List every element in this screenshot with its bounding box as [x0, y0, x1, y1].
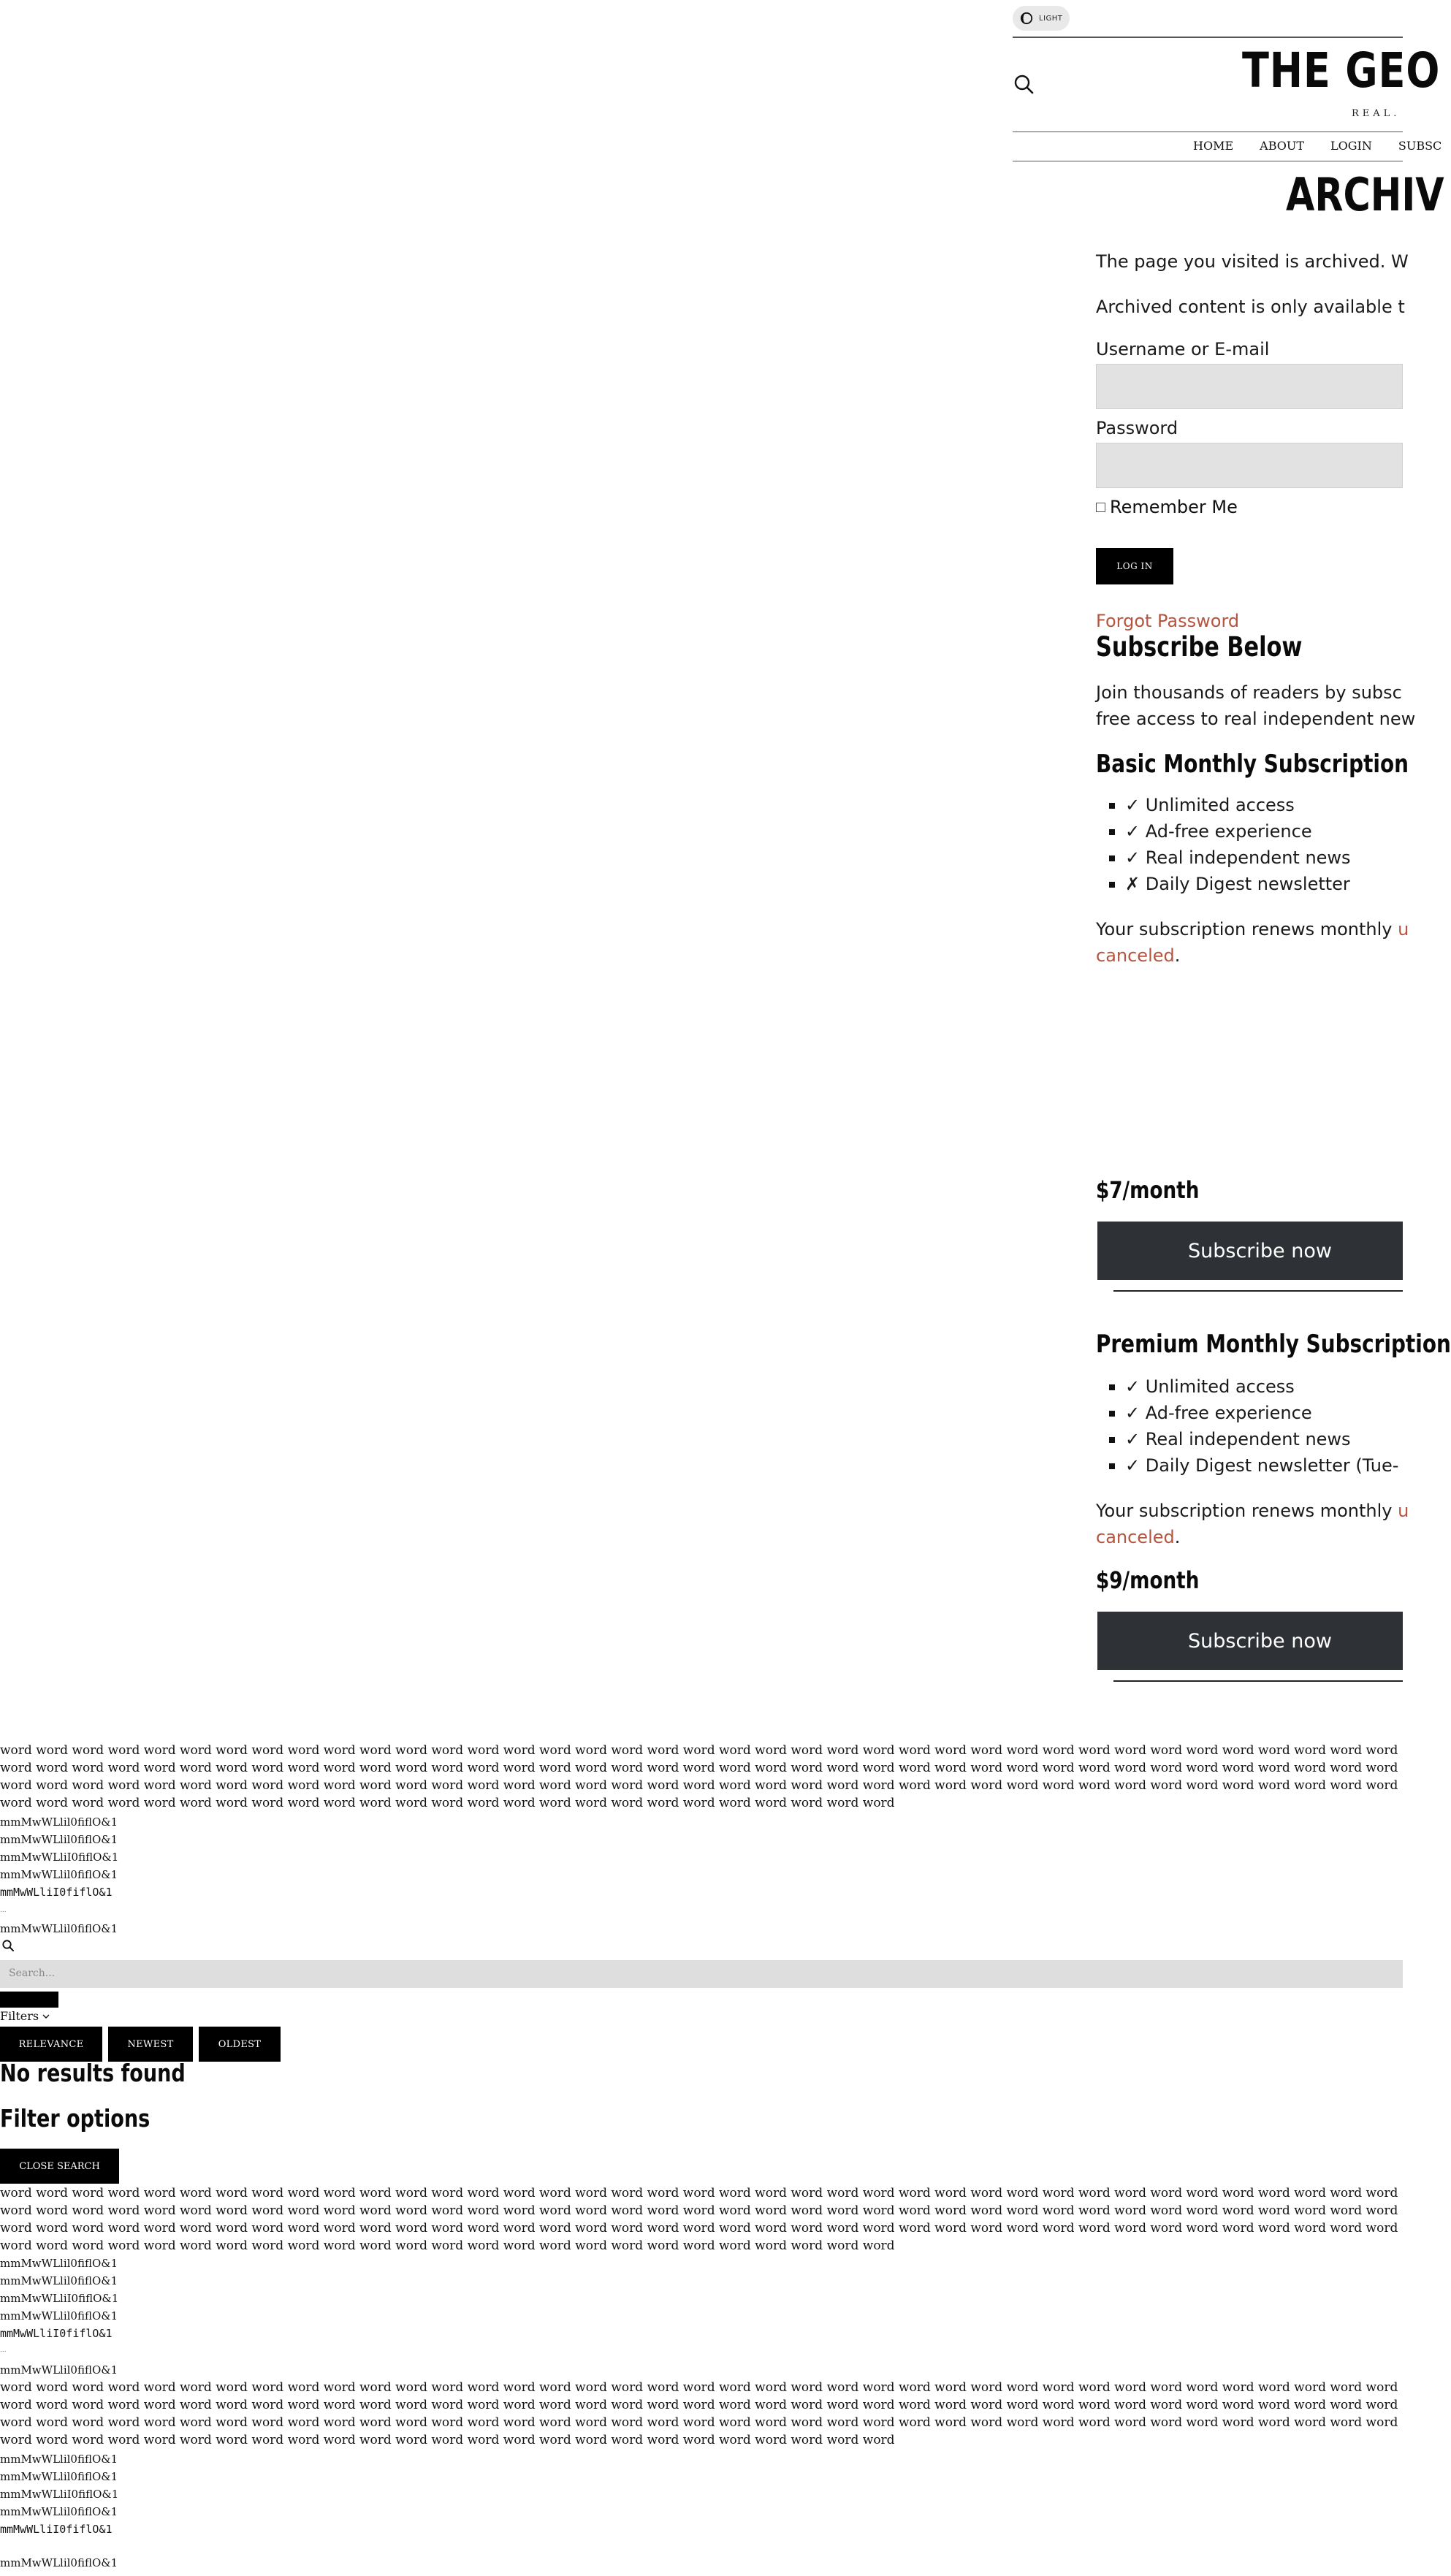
glyph-sample: mmMwWLlil0fiflO&1: [0, 2274, 118, 2287]
remember-me-label: Remember Me: [1110, 497, 1238, 517]
renewal-link[interactable]: u: [1398, 919, 1409, 940]
nav-item-subscribe[interactable]: SUBSC: [1398, 139, 1442, 153]
moon-icon: [1020, 12, 1033, 25]
glyph-sample: mmMwWLliI0fiflO&1: [0, 2292, 119, 2305]
plan-premium-renewal-2: [1096, 1524, 1180, 1550]
glyph-sample: mmMwWLlil0fiflO&1: [0, 2470, 118, 2483]
theme-toggle-label: LIGHT: [1039, 14, 1063, 23]
glyph-sample-mono: mmMwWLliI0fiflO&1: [0, 2327, 113, 2340]
sort-oldest-button[interactable]: OLDEST: [199, 2027, 281, 2062]
glyph-sample: mmMwWLlil0fiflO&1: [0, 2505, 118, 2518]
filler-text-block-3: word word word word word word word word word word word word word word word word word word word word word word word word word word word word word word word word word word word word word word word word word word word word word word word word word word word word word word word word word word word word word word word word word word word word word word word word word word word word word word word word word word word word word word word word word word word word word word word word word word word word word word word word word word word word word word word word word word word word word word word word word word word word word word word word word word word word word word word word word word word word word word: [0, 2380, 1398, 2447]
plan-premium-features: [1125, 1373, 1398, 1479]
renewal-text: Your subscription renews monthly: [1096, 1501, 1398, 1521]
remember-me-checkbox[interactable]: [1096, 503, 1105, 512]
filter-options-heading: Filter options: [0, 2104, 151, 2133]
feature-item: ✓ Real independent news: [1125, 1426, 1398, 1452]
glyph-sample: mmMwWLlil0fiflO&1: [0, 1868, 118, 1881]
glyph-sample-mono: mmMwWLliI0fiflO&1: [0, 1886, 113, 1899]
main-nav: [1193, 139, 1442, 153]
search-icon[interactable]: [1013, 73, 1035, 95]
plan-basic-title: Basic Monthly Subscription: [1096, 750, 1409, 779]
subscribe-basic-button[interactable]: Subscribe now: [1097, 1222, 1403, 1280]
glyph-sample: mmMwWLlil0fiflO&1: [0, 2453, 118, 2466]
sort-newest-button[interactable]: NEWEST: [108, 2027, 193, 2062]
renewal-text: Your subscription renews monthly: [1096, 919, 1398, 940]
search-submit-button[interactable]: [0, 1992, 58, 2008]
glyph-sample: mmMwWLliI0fiflO&1: [0, 2488, 119, 2501]
header-divider-top: [1013, 37, 1403, 38]
renewal-link[interactable]: u: [1398, 1501, 1409, 1521]
feature-item: ✗ Daily Digest newsletter: [1125, 871, 1351, 897]
archive-notice-2: Archived content is only available t: [1096, 297, 1405, 317]
plan-basic-renewal-2: [1096, 942, 1180, 969]
plan-premium-title: Premium Monthly Subscription: [1096, 1330, 1451, 1359]
filler-text-block-1: word word word word word word word word word word word word word word word word word word word word word word word word word word word word word word word word word word word word word word word word word word word word word word word word word word word word word word word word word word word word word word word word word word word word word word word word word word word word word word word word word word word word word word word word word word word word word word word word word word word word word word word word word word word word word word word word word word word word word word word word word word word word word word word word word word word word word word word word word word word word word word: [0, 1743, 1398, 1810]
filler-text-block-2: word word word word word word word word word word word word word word word word word word word word word word word word word word word word word word word word word word word word word word word word word word word word word word word word word word word word word word word word word word word word word word word word word word word word word word word word word word word word word word word word word word word word word word word word word word word word word word word word word word word word word word word word word word word word word word word word word word word word word word word word word word word word word word word word word word word word word word word word word word word word word word: [0, 2186, 1398, 2253]
ellipsis: ...: [0, 2347, 7, 2354]
username-field[interactable]: [1096, 364, 1403, 409]
search-input[interactable]: Search...: [0, 1960, 1403, 1988]
archive-notice-1: The page you visited is archived. W: [1096, 251, 1409, 272]
renewal-end: .: [1174, 945, 1181, 966]
page-title: ARCHIV: [1286, 168, 1444, 221]
glyph-sample: mmMwWLlil0fiflO&1: [0, 1815, 118, 1829]
username-label: Username or E-mail: [1096, 339, 1270, 359]
canceled-link[interactable]: canceled: [1096, 1527, 1175, 1547]
password-label: Password: [1096, 418, 1178, 438]
nav-item-login[interactable]: LOGIN: [1330, 139, 1372, 153]
feature-item: ✓ Ad-free experience: [1125, 818, 1351, 845]
feature-item: ✓ Unlimited access: [1125, 1373, 1398, 1400]
ellipsis: ...: [0, 1907, 7, 1914]
sort-relevance-button[interactable]: RELEVANCE: [0, 2027, 102, 2062]
nav-item-about[interactable]: ABOUT: [1260, 139, 1305, 153]
nav-item-home[interactable]: HOME: [1193, 139, 1234, 153]
renewal-end: .: [1174, 1527, 1181, 1547]
filters-toggle[interactable]: [0, 2009, 50, 2023]
plan-premium-renewal: [1096, 1498, 1409, 1524]
filters-label: Filters: [0, 2009, 39, 2023]
plan-basic-price: $7/month: [1096, 1176, 1200, 1204]
subscribe-premium-button[interactable]: Subscribe now: [1097, 1612, 1403, 1670]
login-button[interactable]: LOG IN: [1096, 548, 1173, 584]
subscribe-intro-2: free access to real independent new: [1096, 709, 1416, 729]
plan-premium-price: $9/month: [1096, 1566, 1200, 1594]
subscribe-intro-1: Join thousands of readers by subsc: [1096, 682, 1402, 703]
site-title[interactable]: THE GEO: [1242, 42, 1441, 99]
plan-basic-divider: [1113, 1290, 1403, 1292]
plan-premium-divider: [1113, 1680, 1403, 1682]
chevron-down-icon: [42, 2013, 50, 2020]
glyph-sample: mmMwWLlil0fiflO&1: [0, 1922, 118, 1935]
glyph-sample: mmMwWLlil0fiflO&1: [0, 2257, 118, 2270]
feature-item: ✓ Ad-free experience: [1125, 1400, 1398, 1426]
password-field[interactable]: [1096, 443, 1403, 488]
no-results-heading: No results found: [0, 2059, 186, 2087]
plan-basic-features: [1125, 792, 1351, 897]
glyph-sample: mmMwWLlil0fiflO&1: [0, 2556, 118, 2569]
search-icon[interactable]: [1, 1939, 15, 1952]
plan-basic-renewal: [1096, 916, 1409, 942]
site-tagline: REAL.: [1352, 108, 1401, 119]
glyph-sample-mono: mmMwWLliI0fiflO&1: [0, 2523, 113, 2536]
theme-toggle[interactable]: [1013, 6, 1070, 31]
canceled-link[interactable]: canceled: [1096, 945, 1175, 966]
subscribe-heading: Subscribe Below: [1096, 631, 1303, 663]
glyph-sample: mmMwWLlil0fiflO&1: [0, 2309, 118, 2322]
glyph-sample: mmMwWLlil0fiflO&1: [0, 1833, 118, 1846]
close-search-button[interactable]: CLOSE SEARCH: [0, 2149, 119, 2184]
glyph-sample: mmMwWLliI0fiflO&1: [0, 1851, 119, 1864]
feature-item: ✓ Unlimited access: [1125, 792, 1351, 818]
remember-me[interactable]: [1096, 497, 1238, 517]
feature-item: ✓ Daily Digest newsletter (Tue-: [1125, 1452, 1398, 1479]
forgot-password-link[interactable]: Forgot Password: [1096, 611, 1240, 631]
glyph-sample: mmMwWLlil0fiflO&1: [0, 2363, 118, 2377]
feature-item: ✓ Real independent news: [1125, 845, 1351, 871]
